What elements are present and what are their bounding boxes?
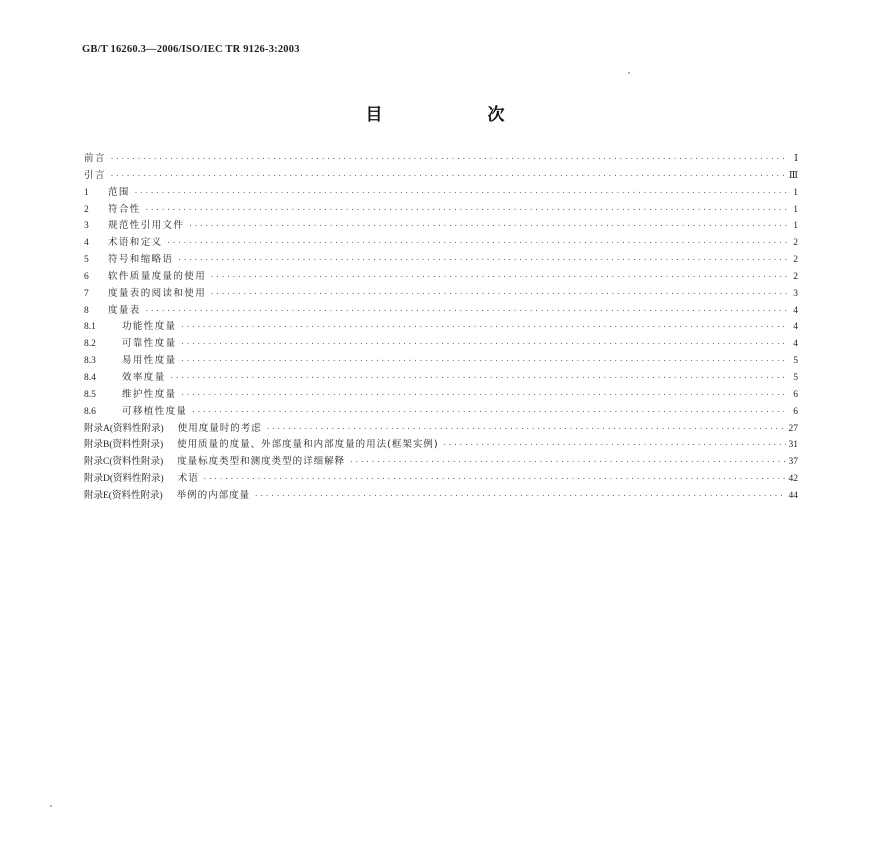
dot-leader [167, 235, 787, 252]
toc-entry-page: 37 [788, 457, 798, 468]
dot-leader [110, 151, 787, 168]
toc-entry-label: 度量表 [108, 304, 141, 316]
toc-entry-number: 4 [84, 238, 89, 249]
toc-entry-page: 6 [793, 406, 798, 417]
dot-leader [145, 303, 787, 320]
dot-leader [145, 202, 787, 219]
toc-entry-number: 5 [84, 255, 89, 266]
toc-entry-page: 4 [793, 305, 798, 316]
toc-entry-8-6[interactable] [84, 404, 798, 421]
toc-entry-7[interactable] [84, 286, 798, 303]
toc-entry-page: 27 [788, 423, 798, 434]
toc-entry-number: 附录A(资料性附录) [84, 423, 164, 434]
toc-entry-8-4[interactable] [84, 370, 798, 387]
dot-leader [349, 454, 785, 471]
dot-leader [134, 185, 787, 202]
toc-entry-number: 8.1 [84, 322, 96, 333]
toc-entry-label: 符号和缩略语 [108, 254, 174, 266]
table-of-contents [84, 151, 798, 505]
dot-leader [110, 168, 786, 185]
toc-entry-number: 附录D(资料性附录) [84, 474, 164, 485]
toc-entry-page: 5 [793, 372, 798, 383]
scan-speck [50, 805, 52, 807]
toc-entry-number: 附录E(资料性附录) [84, 490, 163, 501]
toc-entry-page: 1 [793, 221, 798, 232]
toc-entry-page: 1 [793, 204, 798, 215]
toc-entry-number: 6 [84, 271, 89, 282]
toc-entry-page: 4 [793, 339, 798, 350]
toc-entry-label: 术语和定义 [108, 237, 163, 249]
toc-entry-label: 前言 [84, 153, 106, 164]
dot-leader [188, 218, 787, 235]
toc-entry-page: 5 [793, 356, 798, 367]
toc-entry-label: 功能性度量 [122, 321, 177, 333]
toc-entry-page: 2 [793, 271, 798, 282]
toc-entry-label: 使用质量的度量、外部度量和内部度量的用法(框架实例) [177, 439, 439, 451]
dot-leader [170, 370, 787, 387]
toc-entry-number: 3 [84, 221, 89, 232]
toc-entry-number: 附录C(资料性附录) [84, 457, 164, 468]
toc-entry-appendix-a[interactable] [84, 421, 798, 438]
dot-leader [181, 336, 787, 353]
toc-entry-appendix-b[interactable] [84, 437, 798, 454]
toc-entry-label: 使用度量时的考虑 [177, 422, 262, 434]
toc-entry-number: 附录B(资料性附录) [84, 440, 164, 451]
toc-entry-label: 举例的内部度量 [176, 489, 251, 501]
toc-entry-2[interactable] [84, 202, 798, 219]
toc-entry-page: Ⅲ [788, 170, 798, 181]
dot-leader [181, 353, 787, 370]
toc-entry-label: 术语 [177, 473, 199, 485]
scan-speck [628, 72, 630, 74]
dot-leader [266, 421, 786, 438]
toc-entry-number: 8.3 [84, 356, 96, 367]
toc-entry-8-1[interactable] [84, 319, 798, 336]
toc-entry-page: 44 [788, 490, 798, 501]
toc-entry-number: 8.6 [84, 406, 96, 417]
toc-entry-page: 3 [793, 288, 798, 299]
toc-entry-3[interactable] [84, 218, 798, 235]
toc-entry-label: 效率度量 [122, 371, 166, 383]
toc-entry-number: 8 [84, 305, 89, 316]
toc-entry-label: 范围 [108, 186, 130, 198]
toc-entry-label: 易用性度量 [122, 355, 177, 367]
dot-leader [254, 488, 785, 505]
toc-entry-number: 2 [84, 204, 89, 215]
toc-entry-page: 42 [788, 474, 798, 485]
toc-title: 目 次 [365, 105, 549, 125]
toc-entry-label: 度量标度类型和测度类型的详细解释 [177, 456, 346, 468]
dot-leader [181, 319, 787, 336]
toc-entry-label: 可靠性度量 [122, 338, 177, 350]
toc-entry-label: 维护性度量 [122, 388, 177, 400]
toc-entry-label: 符合性 [108, 203, 141, 215]
toc-entry-number: 8.2 [84, 339, 96, 350]
toc-entry-1[interactable] [84, 185, 798, 202]
toc-entry-label: 度量表的阅读和使用 [108, 287, 207, 299]
toc-entry-page: 31 [788, 440, 798, 451]
toc-entry-introduction[interactable] [84, 168, 798, 185]
dot-leader [210, 269, 787, 286]
toc-entry-page: 2 [793, 238, 798, 249]
toc-entry-label: 可移植性度量 [122, 405, 188, 417]
toc-entry-appendix-d[interactable] [84, 471, 798, 488]
dot-leader [443, 437, 786, 454]
toc-entry-appendix-e[interactable] [84, 488, 798, 505]
toc-entry-label: 引言 [84, 169, 106, 181]
toc-entry-8-3[interactable] [84, 353, 798, 370]
toc-entry-preface[interactable] [84, 151, 798, 168]
toc-entry-number: 1 [84, 187, 89, 198]
toc-entry-8-2[interactable] [84, 336, 798, 353]
toc-entry-label: 软件质量度量的使用 [108, 270, 207, 282]
toc-entry-appendix-c[interactable] [84, 454, 798, 471]
dot-leader [177, 252, 787, 269]
dot-leader [181, 387, 787, 404]
toc-entry-number: 8.4 [84, 372, 96, 383]
dot-leader [210, 286, 787, 303]
toc-entry-8-5[interactable] [84, 387, 798, 404]
toc-entry-number: 8.5 [84, 389, 96, 400]
toc-entry-page: 4 [793, 322, 798, 333]
toc-entry-6[interactable] [84, 269, 798, 286]
dot-leader [191, 404, 787, 421]
dot-leader [203, 471, 786, 488]
standard-code-header: GB/T 16260.3—2006/ISO/IEC TR 9126-3:2003 [82, 44, 300, 55]
toc-entry-number: 7 [84, 288, 89, 299]
toc-entry-5[interactable] [84, 252, 798, 269]
toc-entry-page: 2 [793, 255, 798, 266]
toc-entry-page: Ⅰ [794, 154, 798, 164]
toc-entry-8[interactable] [84, 303, 798, 320]
toc-entry-page: 6 [793, 389, 798, 400]
toc-entry-4[interactable] [84, 235, 798, 252]
toc-entry-page: 1 [793, 187, 798, 198]
toc-entry-label: 规范性引用文件 [108, 220, 185, 232]
